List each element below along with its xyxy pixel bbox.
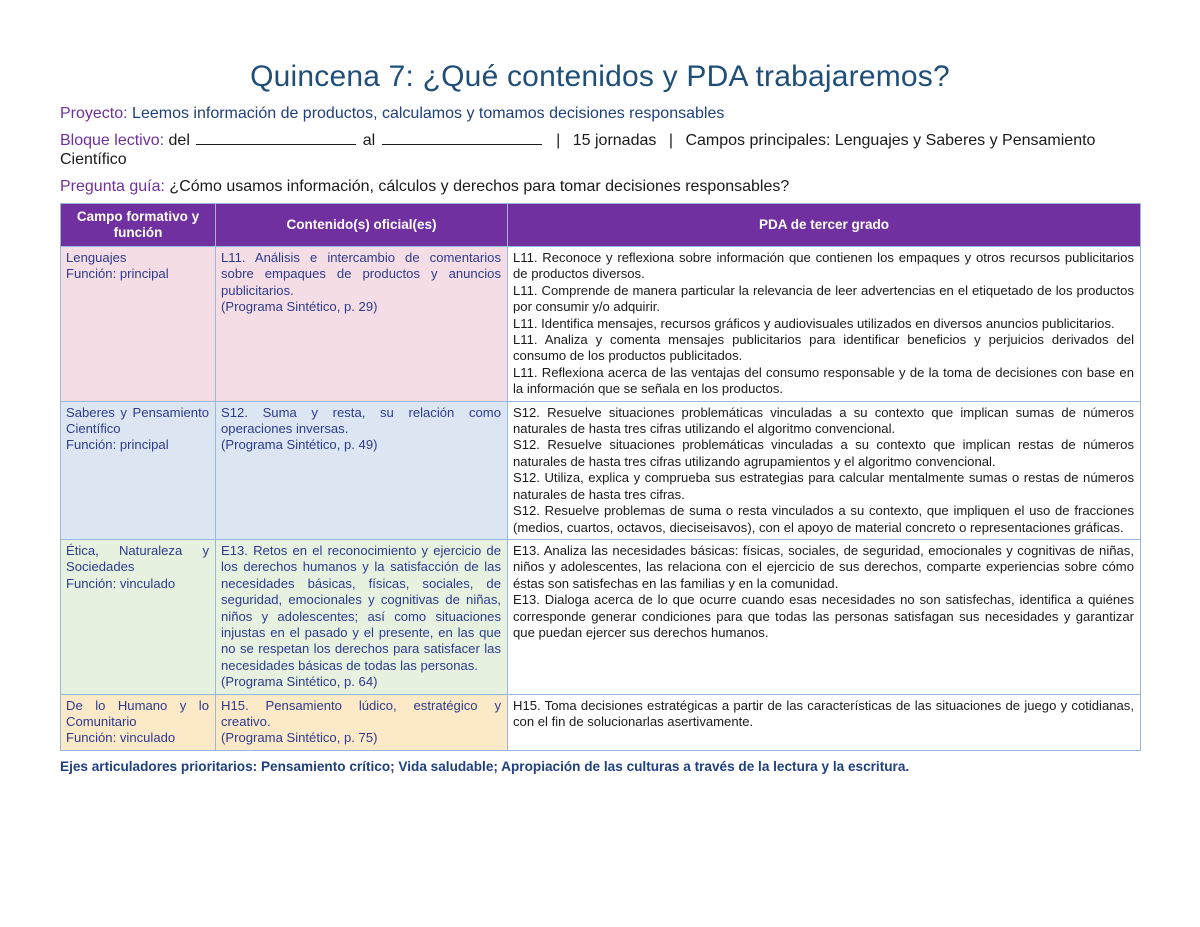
contenido-cell — [216, 539, 508, 694]
header-pda: PDA de tercer grado — [508, 204, 1141, 247]
campo-name: Ética, Naturaleza y Sociedades — [66, 542, 209, 575]
separator: | — [556, 132, 561, 149]
pda-item: S12. Resuelve situaciones problemáticas vinculadas a su contexto que implican sumas de números naturales de hasta tres cifras utilizando el algoritmo convencional. — [513, 404, 1134, 437]
campo-cell — [61, 694, 216, 750]
table-header-row — [61, 204, 1141, 247]
separator: | — [668, 132, 673, 149]
campos-principales: Campos principales: Lenguajes y Saberes y Pensamiento Científico — [60, 132, 1096, 168]
programa-ref: (Programa Sintético, p. 49) — [221, 437, 378, 453]
pregunta-line — [60, 177, 1140, 196]
pda-cell — [508, 247, 1141, 402]
campo-cell — [61, 539, 216, 694]
fecha-fin-blank — [382, 130, 542, 145]
programa-ref: (Programa Sintético, p. 64) — [221, 674, 378, 690]
pda-cell — [508, 694, 1141, 750]
contenido-cell — [216, 247, 508, 402]
header-campo: Campo formativo y función — [61, 204, 216, 247]
contenido-cell — [216, 401, 508, 539]
pregunta-label: Pregunta guía: — [60, 178, 165, 195]
ejes-articuladores: Ejes articuladores prioritarios: Pensamiento crítico; Vida saludable; Apropiación de las culturas a través de la lectura y la escritura. — [60, 758, 910, 774]
pda-item: L11. Analiza y comenta mensajes publicitarios para identificar beneficios y perjuicios derivados del consumo de los productos publicitados. — [513, 332, 1134, 364]
pda-item: L11. Comprende de manera particular la relevancia de leer advertencias en el etiquetado de los productos por consumir y/o adquirir. — [513, 282, 1134, 315]
bloque-line — [60, 130, 1140, 169]
pda-cell — [508, 539, 1141, 694]
pda-item: S12. Utiliza, explica y comprueba sus estrategias para calcular mentalmente sumas o restas de números naturales de hasta tres cifras. — [513, 470, 1134, 502]
bloque-del: del — [168, 132, 190, 149]
pda-item: L11. Reflexiona acerca de las ventajas del consumo responsable y de la toma de decisiones con base en la información que se señala en los productos. — [513, 364, 1134, 397]
campo-funcion: Función: vinculado — [66, 575, 176, 591]
pda-item: H15. Toma decisiones estratégicas a partir de las características de las situaciones de juego y cotidianas, con el fin de solucionarlas asertivamente. — [513, 697, 1134, 729]
pda-item: L11. Reconoce y reflexiona sobre información que contienen los empaques y otros recursos publicitarios de productos diversos. — [513, 250, 1134, 282]
contenido-text: E13. Retos en el reconocimiento y ejercicio de los derechos humanos y la satisfacción de las necesidades básicas, físicas, sociales, de seguridad, emocionales y cognitivas de niñas, niños y adolescentes; así como situaciones injustas en el pasado y el presente, en las que no se respetan los derechos para satisfacer las necesidades básicas de todas las personas. — [221, 542, 501, 673]
contenido-text: H15. Pensamiento lúdico, estratégico y creativo. — [221, 697, 501, 729]
proyecto-value: Leemos información de productos, calculamos y tomamos decisiones responsables — [132, 105, 725, 122]
pda-item: L11. Identifica mensajes, recursos gráficos y audiovisuales utilizados en diversos anuncios publicitarios. — [513, 315, 1115, 331]
campo-name: Lenguajes — [66, 250, 127, 265]
campo-cell — [61, 401, 216, 539]
contenido-text: S12. Suma y resta, su relación como operaciones inversas. — [221, 404, 501, 437]
campo-funcion: Función: principal — [66, 437, 169, 453]
programa-ref: (Programa Sintético, p. 75) — [221, 730, 378, 746]
proyecto-line — [60, 104, 1140, 123]
programa-ref: (Programa Sintético, p. 29) — [221, 299, 378, 315]
pda-cell — [508, 401, 1141, 539]
pregunta-value: ¿Cómo usamos información, cálculos y derechos para tomar decisiones responsables? — [169, 178, 790, 195]
campo-cell — [61, 247, 216, 402]
bloque-label: Bloque lectivo: — [60, 132, 165, 149]
jornadas: 15 jornadas — [572, 132, 657, 149]
pda-item: E13. Dialoga acerca de lo que ocurre cuando esas necesidades no son satisfechas, identifica a quiénes corresponde generar condiciones para que todas las personas satisfagan sus necesidades y garantizar que puedan ejercer sus derechos humanos. — [513, 592, 1134, 640]
pda-item: E13. Analiza las necesidades básicas: físicas, sociales, de seguridad, emocionales y cognitivas de niñas, niños y adolescentes, las relaciona con el ejercicio de sus derechos, comparte experiencias sobre cómo éstas son satisfechas en las familias y en la comunidad. — [513, 542, 1134, 591]
pda-item: S12. Resuelve situaciones problemáticas vinculadas a su contexto que implican restas de números naturales de hasta tres cifras utilizando agrupamientos y el algoritmo convencional. — [513, 437, 1134, 469]
contenido-text: L11. Análisis e intercambio de comentarios sobre empaques de productos y anuncios publicitarios. — [221, 250, 501, 298]
fecha-inicio-blank — [196, 130, 356, 145]
table-row — [61, 539, 1141, 694]
campo-funcion: Función: vinculado — [66, 730, 176, 746]
campo-name: Saberes y Pensamiento Científico — [66, 404, 209, 437]
document-page — [60, 58, 1140, 775]
table-row — [61, 694, 1141, 750]
table-row — [61, 247, 1141, 402]
campo-name: De lo Humano y lo Comunitario — [66, 697, 209, 729]
page-title: Quincena 7: ¿Qué contenidos y PDA trabajaremos? — [250, 60, 950, 93]
table-row — [61, 401, 1141, 539]
header-contenido: Contenido(s) oficial(es) — [216, 204, 508, 247]
pda-item: S12. Resuelve problemas de suma o resta vinculados a su contexto, que impliquen el uso de fracciones (medios, cuartos, octavos, dieciseisavos), con el apoyo de material concreto o representaciones gráficas. — [513, 503, 1134, 535]
contenido-cell — [216, 694, 508, 750]
campo-funcion: Función: principal — [66, 266, 169, 282]
contenidos-table — [60, 203, 1141, 751]
proyecto-label: Proyecto: — [60, 105, 128, 122]
bloque-al: al — [362, 132, 376, 149]
